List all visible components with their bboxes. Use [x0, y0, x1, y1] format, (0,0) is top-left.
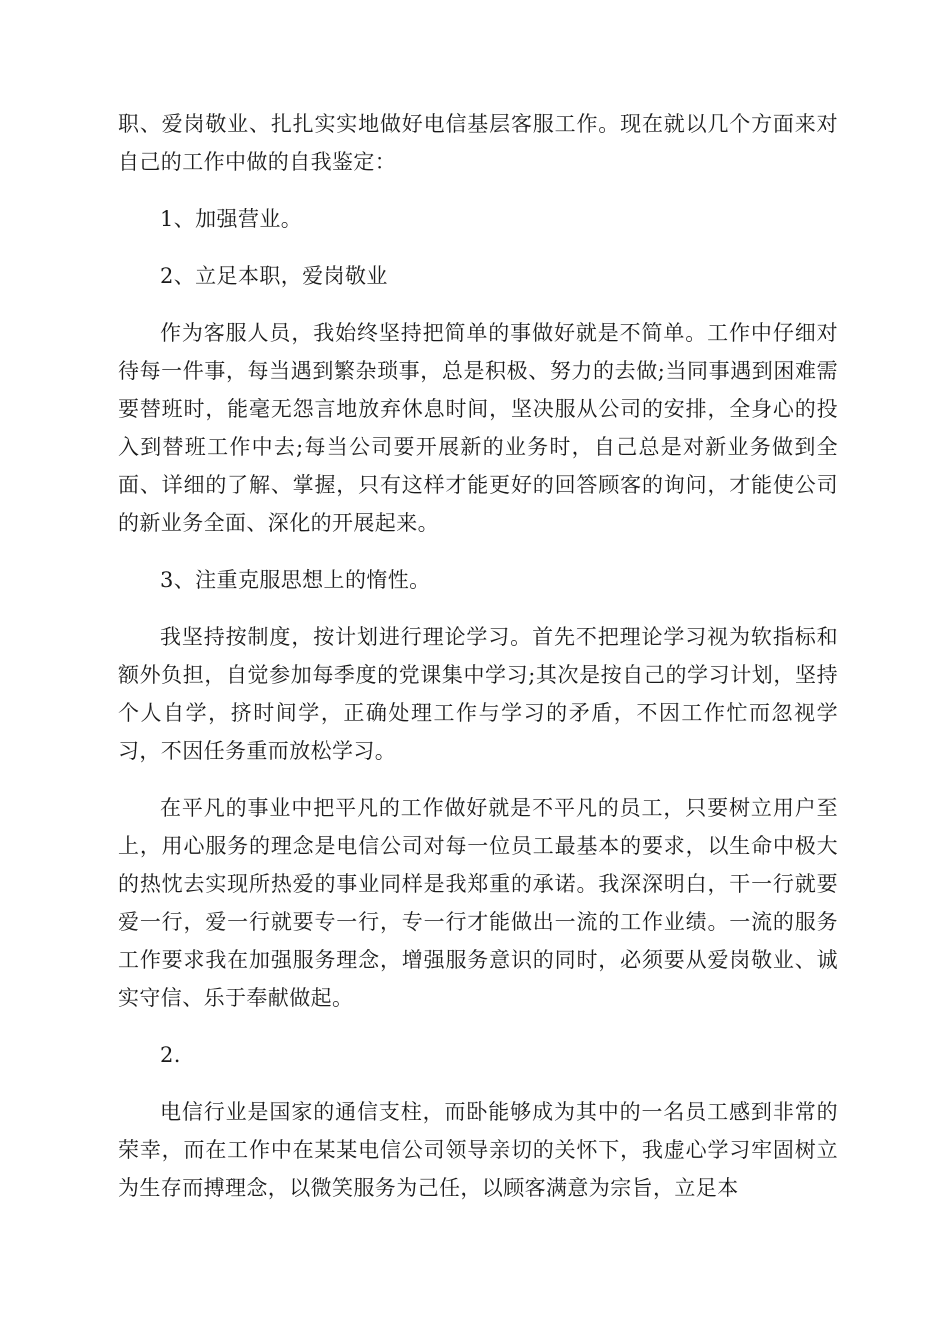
section-number-2: 2.	[160, 1043, 181, 1067]
heading-item-1: 1、加强营业。	[160, 207, 303, 231]
paragraph-continuation: 职、爱岗敬业、扎扎实实地做好电信基层客服工作。现在就以几个方面来对自己的工作中做的自我鉴定：	[118, 112, 838, 174]
paragraph-customer-service: 作为客服人员，我始终坚持把简单的事做好就是不简单。工作中仔细对待每一件事，每当遇到繁杂琐事，总是积极、努力的去做;当同事遇到困难需要替班时，能毫无怨言地放弃休息时间，坚决服从公司的安排，全身心的投入到替班工作中去;每当公司要开展新的业务时，自己总是对新业务做到全面、详细的了解、掌握，只有这样才能更好的回答顾客的询问，才能使公司的新业务全面、深化的开展起来。	[118, 321, 838, 535]
paragraph-telecom-industry: 电信行业是国家的通信支柱，而卧能够成为其中的一名员工感到非常的荣幸，而在工作中在某某电信公司领导亲切的关怀下，我虚心学习牢固树立为生存而搏理念，以微笑服务为己任，以顾客满意为宗旨，立足本	[118, 1100, 838, 1200]
paragraph-ordinary-work: 在平凡的事业中把平凡的工作做好就是不平凡的员工，只要树立用户至上，用心服务的理念是电信公司对每一位员工最基本的要求，以生命中极大的热忱去实现所热爱的事业同样是我郑重的承诺。我深深明白，干一行就要爱一行，爱一行就要专一行，专一行才能做出一流的工作业绩。一流的服务工作要求我在加强服务理念，增强服务意识的同时，必须要从爱岗敬业、诚实守信、乐于奉献做起。	[118, 796, 838, 1010]
heading-item-3: 3、注重克服思想上的惰性。	[160, 568, 431, 592]
heading-item-2: 2、立足本职，爱岗敬业	[160, 264, 388, 288]
document-page	[118, 105, 838, 1226]
paragraph-study: 我坚持按制度，按计划进行理论学习。首先不把理论学习视为软指标和额外负担，自觉参加每季度的党课集中学习;其次是按自己的学习计划，坚持个人自学，挤时间学，正确处理工作与学习的矛盾，不因工作忙而忽视学习，不因任务重而放松学习。	[118, 625, 838, 763]
